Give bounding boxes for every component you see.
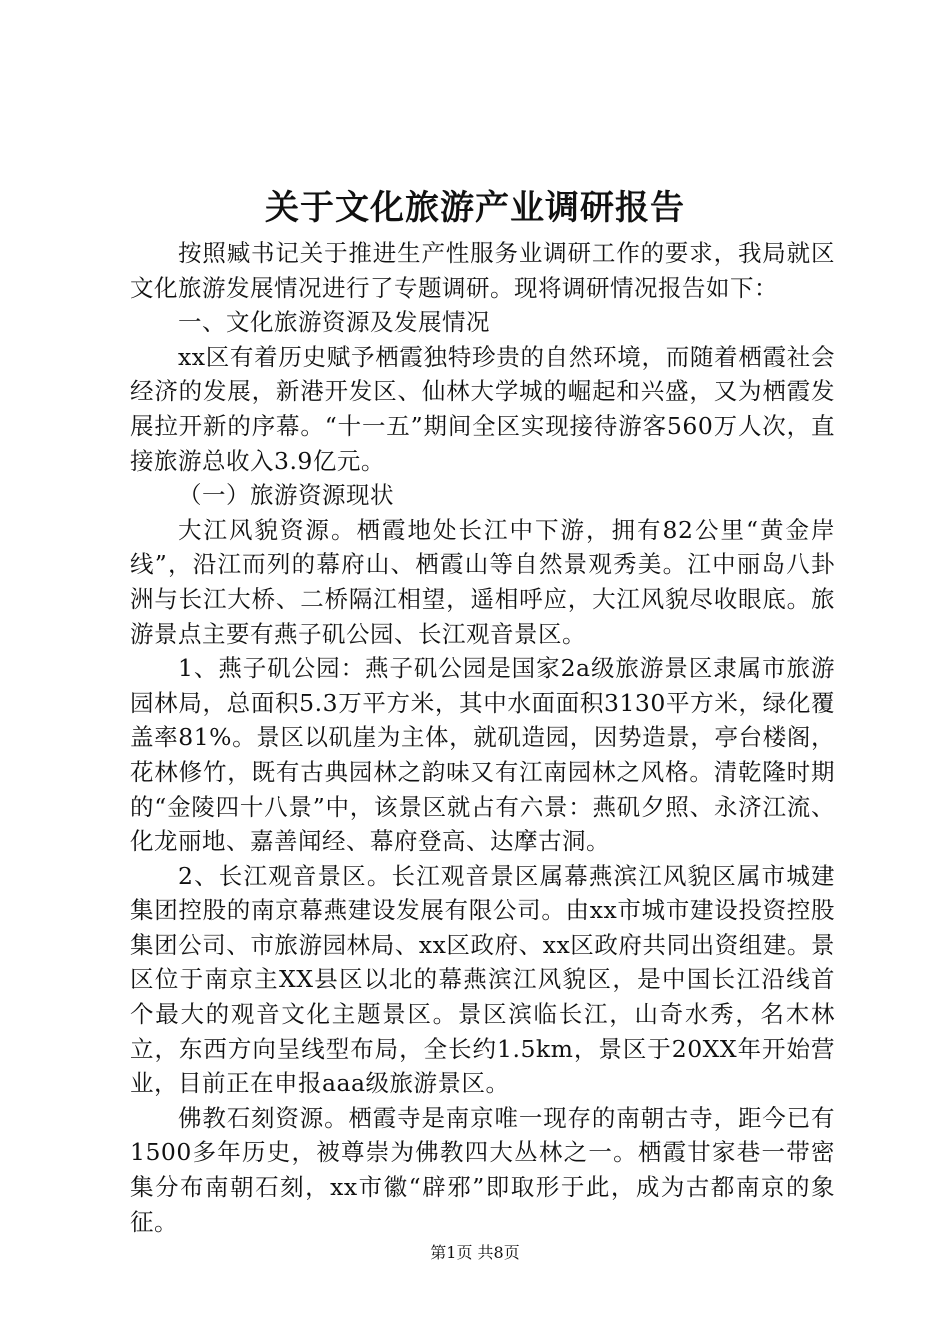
document-body bbox=[130, 236, 835, 1239]
overview-paragraph: xx区有着历史赋予栖霞独特珍贵的自然环境，而随着栖霞社会经济的发展，新港开发区、仙林大学城的崛起和兴盛，又为栖霞发展拉开新的序幕。“十一五”期间全区实现接待游客560万人次，直接旅游总收入3.9亿元。 bbox=[130, 342, 835, 475]
intro-paragraph: 按照臧书记关于推进生产性服务业调研工作的要求，我局就区文化旅游发展情况进行了专题调研。现将调研情况报告如下： bbox=[130, 239, 835, 302]
document-title: 关于文化旅游产业调研报告 bbox=[265, 188, 685, 228]
yanziji-park-paragraph: 1、燕子矶公园：燕子矶公园是国家2a级旅游景区隶属市旅游园林局，总面积5.3万平方米，其中水面面积3130平方米，绿化覆盖率81%。景区以矶崖为主体，就矶造园，因势造景，亭台楼阁，花林修竹，既有古典园林之韵味又有江南园林之风格。清乾隆时期的“金陵四十八景”中，该景区就占有六景：燕矶夕照、永济江流、化龙丽地、嘉善闻经、幕府登高、达摩古洞。 bbox=[130, 654, 835, 856]
subsection-heading-1: （一）旅游资源现状 bbox=[178, 481, 394, 510]
buddhist-carving-paragraph: 佛教石刻资源。栖霞寺是南京唯一现存的南朝古寺，距今已有1500多年历史，被尊崇为佛教四大丛林之一。栖霞甘家巷一带密集分布南朝石刻，xx市徽“辟邪”即取形于此，成为古都南京的象征。 bbox=[130, 1103, 835, 1236]
section-heading-1: 一、文化旅游资源及发展情况 bbox=[178, 308, 490, 337]
river-resources-paragraph: 大江风貌资源。栖霞地处长江中下游，拥有82公里“黄金岸线”，沿江而列的幕府山、栖霞山等自然景观秀美。江中丽岛八卦洲与长江大桥、二桥隔江相望，遥相呼应，大江风貌尽收眼底。旅游景点主要有燕子矶公园、长江观音景区。 bbox=[130, 515, 835, 648]
guanyin-scenic-paragraph: 2、长江观音景区。长江观音景区属幕燕滨江风貌区属市城建集团控股的南京幕燕建设发展有限公司。由xx市城市建设投资控股集团公司、市旅游园林局、xx区政府、xx区政府共同出资组建。景区位于南京主XX县区以北的幕燕滨江风貌区，是中国长江沿线首个最大的观音文化主题景区。景区滨临长江，山奇水秀，名木林立，东西方向呈线型布局，全长约1.5km，景区于20XX年开始营业，目前正在申报aaa级旅游景区。 bbox=[130, 861, 835, 1098]
page-number-footer: 第1页 共8页 bbox=[430, 1243, 520, 1262]
